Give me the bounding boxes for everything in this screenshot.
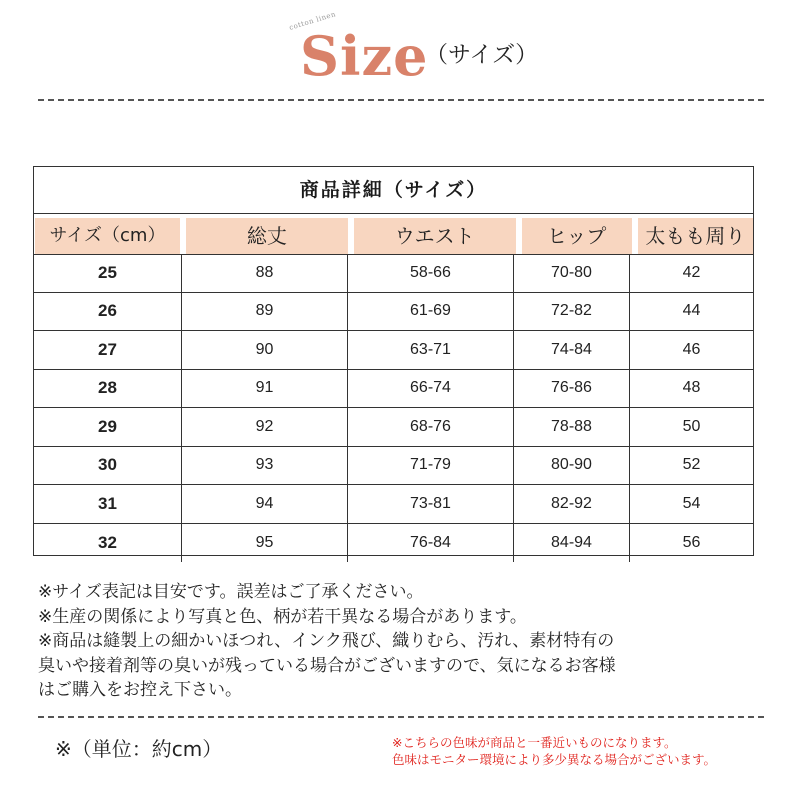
table-row	[34, 331, 753, 370]
cell-thigh: 46	[682, 340, 701, 358]
table-row	[34, 485, 753, 524]
cell-length: 93	[182, 447, 348, 485]
cell-hip: 76-86	[514, 370, 630, 408]
color-note	[392, 734, 792, 768]
note-line: ※生産の関係により写真と色、柄が若干異なる場合があります。	[38, 606, 527, 627]
size-table	[33, 166, 754, 556]
bottom-divider	[38, 716, 764, 718]
table-header-row	[34, 214, 753, 254]
cell-thigh: 44	[682, 302, 701, 320]
cell-length: 89	[182, 293, 348, 331]
cell-thigh: 54	[682, 494, 701, 512]
table-row	[34, 370, 753, 409]
top-divider	[38, 99, 764, 101]
note-line: ※商品は縫製上の細かいほつれ、インク飛び、織りむら、汚れ、素材特有の	[38, 631, 615, 651]
cell-length: 92	[182, 408, 348, 446]
cell-thigh: 42	[682, 264, 701, 282]
cell-hip: 78-88	[514, 408, 630, 446]
cell-length: 88	[182, 255, 348, 292]
column-header-waist: ウエスト	[354, 218, 516, 254]
cell-size: 31	[34, 485, 182, 523]
note-line: ※サイズ表記は目安です。誤差はご了承ください。	[38, 582, 424, 602]
size-subtitle: （サイズ）	[425, 42, 539, 68]
table-row	[34, 447, 753, 486]
unit-note: ※（単位：約cm）	[55, 737, 223, 761]
note-line: 臭いや接着剤等の臭いが残っている場合がございますので、気になるお客様	[38, 655, 616, 676]
table-row	[34, 293, 753, 332]
column-header-size: サイズ（cm）	[35, 218, 180, 254]
cell-waist: 63-71	[348, 331, 514, 369]
cell-size: 32	[34, 524, 182, 563]
cell-hip: 72-82	[514, 293, 630, 331]
cell-hip: 84-94	[514, 524, 630, 563]
cell-waist: 73-81	[348, 485, 514, 523]
cell-waist: 76-84	[348, 524, 514, 563]
cell-length: 94	[182, 485, 348, 523]
table-title: 商品詳細（サイズ）	[34, 167, 753, 214]
cell-waist: 66-74	[348, 370, 514, 408]
cell-hip: 82-92	[514, 485, 630, 523]
table-row	[34, 254, 753, 293]
cell-waist: 68-76	[348, 408, 514, 446]
color-note-line: ※こちらの色味が商品と一番近いものになります。	[392, 735, 677, 750]
table-body	[34, 254, 753, 562]
page-header	[0, 0, 800, 100]
cell-length: 91	[182, 370, 348, 408]
cell-size: 30	[34, 447, 182, 485]
color-note-line: 色味はモニター環境により多少異なる場合がございます。	[392, 752, 717, 767]
column-header-thigh: 太もも周り	[638, 218, 753, 254]
cell-size: 27	[34, 331, 182, 369]
notes	[38, 580, 778, 703]
tagline: cotton linen	[288, 10, 337, 32]
table-row	[34, 524, 753, 563]
cell-size: 28	[34, 370, 182, 408]
cell-size: 25	[34, 255, 182, 292]
cell-size: 29	[34, 408, 182, 446]
cell-thigh: 56	[682, 533, 701, 551]
size-title: Size	[300, 24, 429, 88]
cell-waist: 58-66	[348, 255, 514, 292]
cell-waist: 61-69	[348, 293, 514, 331]
cell-thigh: 52	[682, 456, 701, 474]
cell-thigh: 50	[682, 417, 701, 435]
table-row	[34, 408, 753, 447]
cell-hip: 74-84	[514, 331, 630, 369]
cell-thigh: 48	[682, 379, 701, 397]
cell-length: 95	[182, 524, 348, 563]
cell-length: 90	[182, 331, 348, 369]
note-line: はご購入をお控え下さい。	[38, 680, 242, 700]
cell-hip: 70-80	[514, 255, 630, 292]
column-header-length: 総丈	[186, 218, 348, 254]
cell-hip: 80-90	[514, 447, 630, 485]
cell-size: 26	[34, 293, 182, 331]
column-header-hip: ヒップ	[522, 218, 632, 254]
cell-waist: 71-79	[348, 447, 514, 485]
